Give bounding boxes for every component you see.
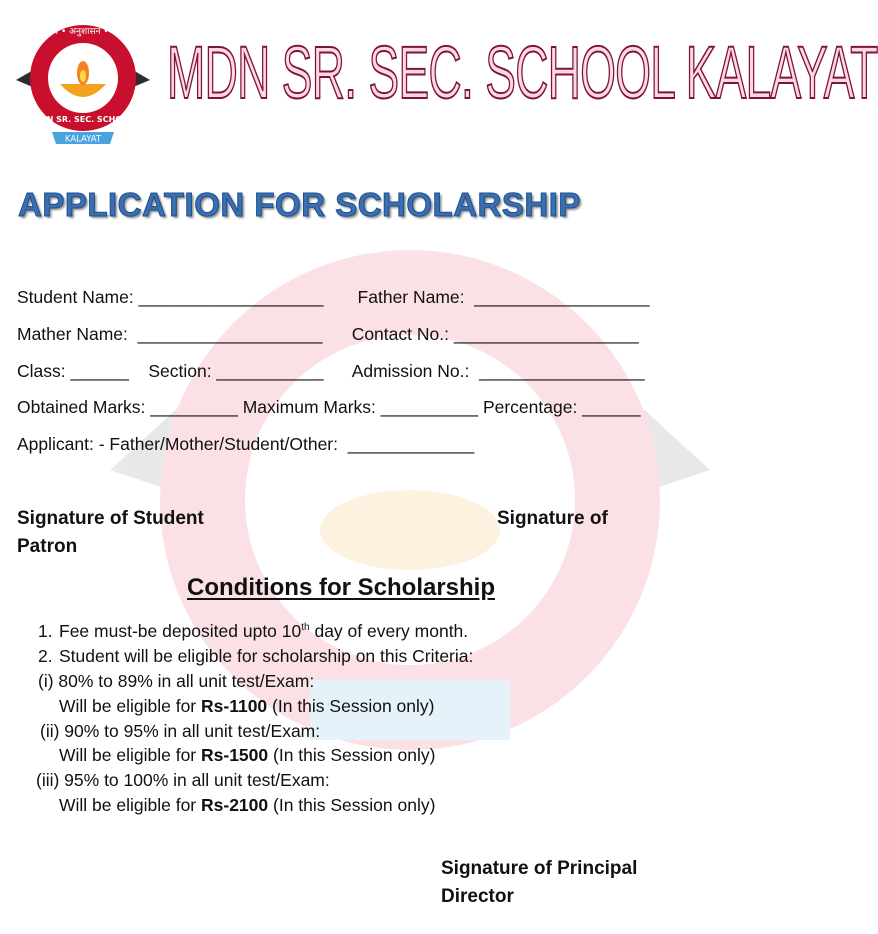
criteria-3-reward: Will be eligible for Rs-2100 (In this Session only) — [59, 795, 436, 815]
signature-student: Signature of Student — [17, 508, 204, 529]
signature-principal: Signature of Principal — [441, 858, 638, 879]
condition-item-2-number: 2. — [38, 646, 53, 666]
criteria-1-label: (i) 80% to 89% in all unit test/Exam: — [38, 671, 315, 691]
field-line-student-father: Student Name: ___________________ Father Name: __________________ — [17, 287, 650, 307]
signature-of-label: Signature of — [497, 508, 608, 529]
criteria-2-label: (ii) 90% to 95% in all unit test/Exam: — [40, 721, 321, 741]
svg-text:KALAYAT: KALAYAT — [64, 134, 102, 145]
svg-text:कर्तव्य • अनुशासन • चरित्र: कर्तव्य • अनुशासन • चरित्र — [37, 27, 129, 37]
criteria-3-label: (iii) 95% to 100% in all unit test/Exam: — [36, 770, 330, 790]
signature-patron: Patron — [17, 536, 78, 557]
signature-director: Director — [441, 886, 514, 907]
condition-item-1: Fee must-be deposited upto 10th day of every month. — [59, 621, 469, 641]
field-line-marks-percentage: Obtained Marks: _________ Maximum Marks: __________ Percentage: ______ — [17, 397, 641, 417]
field-line-applicant: Applicant: - Father/Mother/Student/Other: _____________ — [17, 434, 475, 454]
school-name: MDN SR. SEC. SCHOOL KALAYAT — [167, 31, 878, 114]
condition-item-1-number: 1. — [38, 621, 53, 641]
document-title: APPLICATION FOR SCHOLARSHIP — [18, 186, 581, 223]
field-line-mother-contact: Mather Name: ___________________ Contact No.: ___________________ — [17, 324, 639, 344]
svg-text:MDN SR. SEC. SCHOOL: MDN SR. SEC. SCHOOL — [32, 115, 134, 124]
school-logo — [14, 18, 152, 146]
criteria-2-reward: Will be eligible for Rs-1500 (In this Session only) — [59, 745, 436, 765]
conditions-heading: Conditions for Scholarship — [187, 574, 496, 601]
condition-item-2: Student will be eligible for scholarship on this Criteria: — [59, 646, 474, 666]
criteria-1-reward: Will be eligible for Rs-1100 (In this Session only) — [59, 696, 435, 716]
svg-text:सत्यमेव जयते: सत्यमेव जयते — [64, 99, 102, 108]
field-line-class-section-admission: Class: ______ Section: ___________ Admission No.: _________________ — [17, 361, 645, 381]
